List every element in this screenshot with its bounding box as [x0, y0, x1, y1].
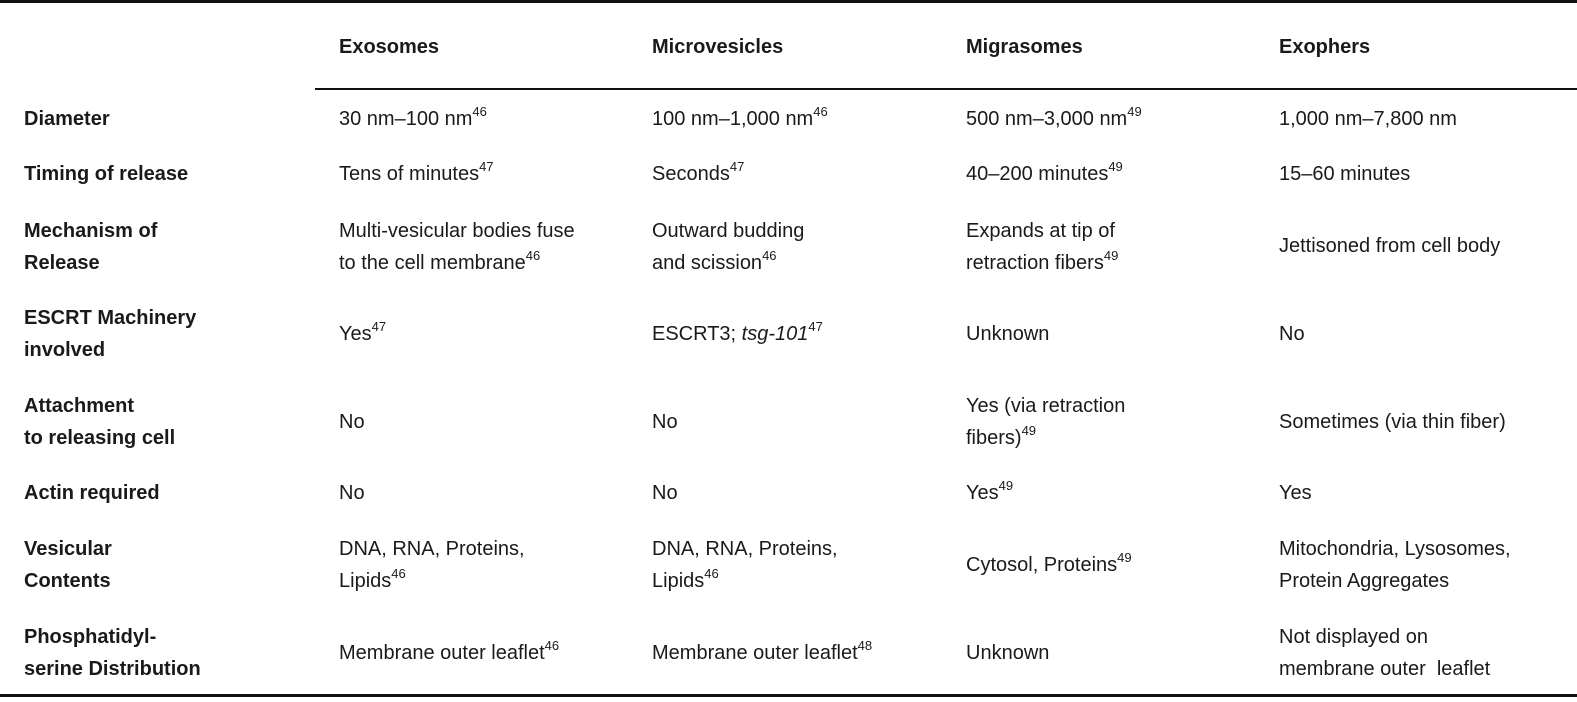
cell-diameter-exophers: 1,000 nm–7,800 nm [1279, 108, 1457, 130]
header-microvesicles: Microvesicles [652, 36, 784, 58]
cell-attachment-exophers: Sometimes (via thin fiber) [1279, 411, 1506, 433]
row-label-escrt: ESCRT Machinery involved [24, 307, 197, 361]
cell-actin-exophers: Yes [1279, 482, 1312, 504]
cell-mechanism-microvesicles: Outward budding and scission$^{46}$ [652, 220, 805, 274]
cell-actin-exosomes: No [339, 482, 365, 504]
header-exosomes: Exosomes [339, 36, 440, 58]
cell-attachment-migrasomes: Yes (via retraction fibers)$^{49}$ [966, 395, 1126, 449]
cell-timing-exophers: 15–60 minutes [1279, 163, 1411, 185]
cell-phosphatidylserine-migrasomes: Unknown [966, 642, 1050, 664]
row-label-phosphatidylserine: Phosphatidyl- serine Distribution [24, 626, 201, 680]
cell-attachment-microvesicles: No [652, 411, 678, 433]
cell-contents-migrasomes: Cytosol, Proteins$^{49}$ [966, 550, 1132, 576]
cell-contents-exosomes: DNA, RNA, Proteins, Lipids$^{46}$ [339, 538, 525, 592]
cell-escrt-microvesicles: ESCRT3; tsg-$101^{47}$ [652, 319, 823, 345]
row-label-actin: Actin required [24, 482, 160, 504]
cell-diameter-exosomes: 30 nm–100 $nm^{46}$ [339, 104, 487, 130]
cell-timing-migrasomes: 40–200 minutes$^{49}$ [966, 159, 1123, 185]
row-label-diameter: Diameter [24, 108, 110, 130]
row-label-contents: Vesicular Contents [24, 538, 112, 592]
cell-actin-microvesicles: No [652, 482, 678, 504]
cell-phosphatidylserine-exosomes: Membrane outer leaflet$^{46}$ [339, 638, 560, 664]
header-migrasomes: Migrasomes [966, 36, 1083, 58]
table-bottom-rule [0, 694, 1577, 697]
cell-actin-migrasomes: Yes$^{49}$ [966, 478, 1014, 504]
cell-mechanism-migrasomes: Expands at tip of retraction fibers$^{49}$ [966, 220, 1119, 274]
cell-escrt-migrasomes: Unknown [966, 323, 1050, 345]
cell-contents-microvesicles: DNA, RNA, Proteins, Lipids$^{46}$ [652, 538, 838, 592]
cell-contents-exophers: Mitochondria, Lysosomes, Protein Aggregates [1279, 538, 1511, 592]
cell-timing-microvesicles: Seconds$^{47}$ [652, 159, 745, 185]
cell-phosphatidylserine-exophers: Not displayed on membrane outer leaflet [1279, 626, 1491, 680]
header-rule [315, 88, 1577, 90]
cell-diameter-microvesicles: 100 nm–1,000 $nm^{46}$ [652, 104, 828, 130]
row-label-timing: Timing of release [24, 163, 189, 185]
row-label-mechanism: Mechanism of Release [24, 220, 158, 274]
cell-mechanism-exophers: Jettisoned from cell body [1279, 235, 1501, 257]
cell-mechanism-exosomes: Multi-vesicular bodies fuse to the cell membrane$^{46}$ [339, 220, 575, 274]
cell-attachment-exosomes: No [339, 411, 365, 433]
header-exophers: Exophers [1279, 36, 1371, 58]
row-label-attachment: Attachment to releasing cell [24, 395, 176, 449]
cell-timing-exosomes: Tens of minutes$^{47}$ [339, 159, 494, 185]
table-top-rule [0, 0, 1577, 3]
cell-diameter-migrasomes: 500 nm–3,000 $nm^{49}$ [966, 104, 1142, 130]
cell-escrt-exosomes: Yes$^{47}$ [339, 319, 387, 345]
cell-phosphatidylserine-microvesicles: Membrane outer leaflet$^{48}$ [652, 638, 873, 664]
cell-escrt-exophers: No [1279, 323, 1305, 345]
